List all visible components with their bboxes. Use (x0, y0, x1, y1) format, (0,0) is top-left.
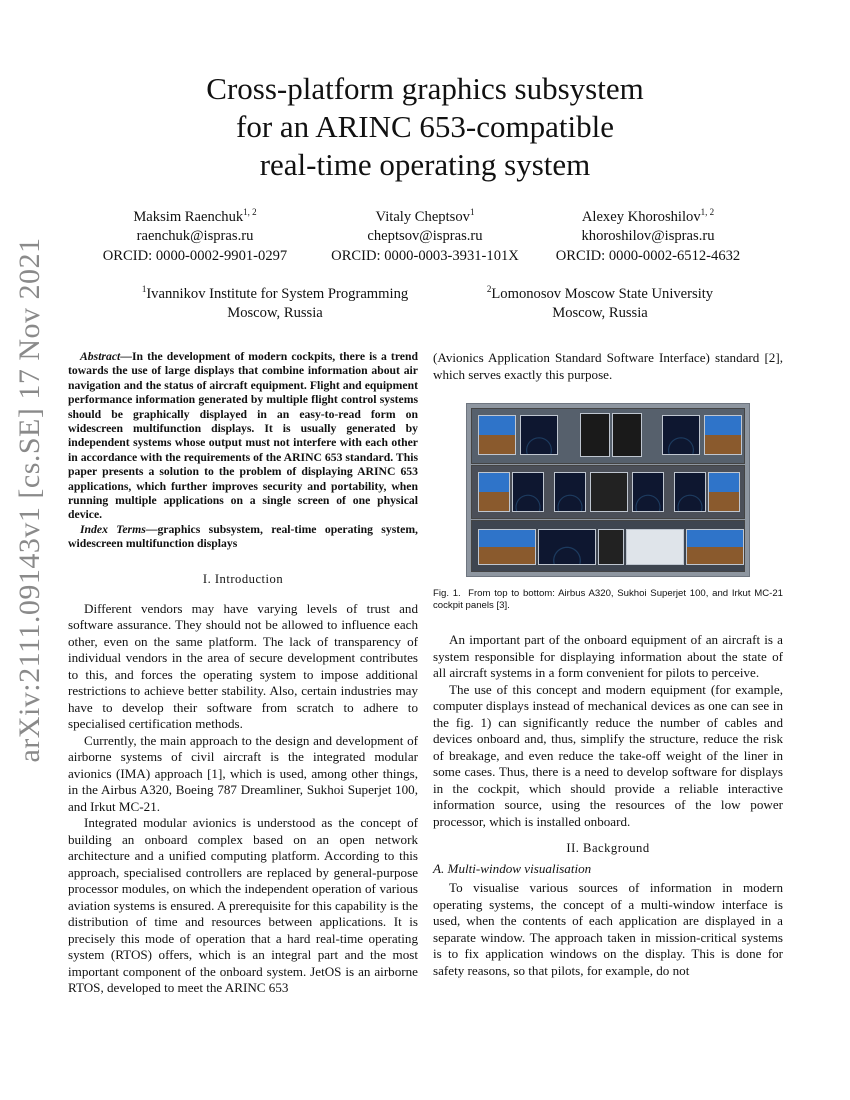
a320-panel (471, 408, 745, 464)
paragraph: The use of this concept and modern equipment (for example, computer displays instead of mechanical devices as one can see in the fig. 1) can significantly reduce the number of cables and devices onboard and, thus, simplify the structure, reduce the risk of breakage, and even reduce the take-off weight of the liner in some cases. Thus, there is a need to develop software for displays in the cockpit, which should provide a reliable interactive information source, using the resources of the low power processor, which is installed onboard. (433, 681, 783, 829)
arxiv-stamp-text: arXiv:2111.09143v1 [cs.SE] 17 Nov 2021 (13, 237, 46, 763)
pfd-display (478, 472, 510, 512)
mfd-display (554, 472, 586, 512)
title-line: for an ARINC 653-compatible (236, 109, 614, 144)
standby-instruments (590, 472, 628, 512)
paragraph: Currently, the main approach to the design and development of airborne systems of civil aircraft is the integrated modular avionics (IMA) approach [1], which is used, among other things, in the Airbus A320, Boeing 787 Dreamliner, Sukhoi Superjet 100, and Irkut MC-21. (68, 732, 418, 814)
author-block (528, 203, 768, 267)
author-name: Maksim Raenchuk (133, 208, 244, 225)
nd-display (662, 415, 700, 455)
standby-instruments (598, 529, 624, 565)
author-email[interactable]: cheptsov@ispras.ru (367, 228, 483, 245)
affiliation (450, 280, 750, 323)
affiliation-city: Moscow, Russia (552, 304, 648, 321)
author-email[interactable]: khoroshilov@ispras.ru (581, 228, 715, 245)
paragraph: Different vendors may have varying levels of trust and software assurance. They should not be allowed to influence each other, even on the same platform. The lack of transparency of individual vendors in the area of secure development contributes to this, and forces the operating system to impose additional restrictions to achieve better stability. Also, certain industries may have to develop their software from scratch to adhere to specialised certification methods. (68, 600, 418, 731)
abstract-label: Abstract (80, 350, 121, 363)
author-name: Vitaly Cheptsov (375, 208, 470, 225)
affiliation-city: Moscow, Russia (227, 304, 323, 321)
mc21-panel (471, 520, 745, 572)
nd-display (520, 415, 558, 455)
figure-caption (433, 588, 783, 613)
superjet-panel (471, 465, 745, 519)
arxiv-stamp (8, 237, 52, 763)
pfd-display (704, 415, 742, 455)
author-block (75, 203, 315, 267)
title-line: Cross-platform graphics subsystem (206, 71, 644, 106)
index-terms-text: —graphics subsystem, real-time operating system, widescreen multifunction displays (68, 522, 418, 551)
figure-label: Fig. 1. (433, 588, 461, 599)
author-orcid: ORCID: 0000-0002-9901-0297 (102, 248, 288, 265)
author-email[interactable]: raenchuk@ispras.ru (136, 228, 254, 245)
ecam-display (580, 413, 610, 457)
nd-display (674, 472, 706, 512)
author-sup: 1, 2 (700, 207, 715, 217)
left-column (68, 571, 418, 997)
ecam-display (612, 413, 642, 457)
affiliation-sup: 1 (141, 284, 147, 294)
author-block (305, 203, 545, 267)
affiliation-name: Lomonosov Moscow State University (491, 285, 714, 302)
title-line: real-time operating system (259, 147, 591, 182)
author-orcid: ORCID: 0000-0002-6512-4632 (555, 248, 741, 265)
subsection-heading: A. Multi-window visualisation (433, 860, 592, 876)
nd-display (538, 529, 596, 565)
author-name: Alexey Khoroshilov (581, 208, 701, 225)
paragraph: (Avionics Application Standard Software Interface) standard [2], which serves exactly this purpose. (433, 350, 783, 382)
pfd-display (708, 472, 740, 512)
mfd-display (632, 472, 664, 512)
section-heading: I. Introduction (202, 572, 284, 586)
pfd-display (478, 529, 536, 565)
author-orcid: ORCID: 0000-0003-3931-101X (331, 248, 519, 265)
right-column-top (433, 350, 783, 383)
pfd-display (686, 529, 744, 565)
paragraph: Integrated modular avionics is understood as the concept of building an onboard complex based on an open network architecture and a unified computing platform. According to this approach, specialised controllers are replaced by general-purpose processor modules, on which the independent operation of various aviation systems is ensured. A prerequisite for this capability is the distribution of time and resources between applications. It is precisely this mode of operation that a hard real-time operating system (RTOS) offers, which is an integral part and the most important component of the onboard system. JetOS is an airborne RTOS, developed to meet the ARINC 653 (68, 815, 418, 995)
map-display (626, 529, 684, 565)
paragraph: To visualise various sources of information in modern operating systems, the concept of a multi-window interface is used, when the contents of each application are displayed in a separate window. The approach taken in mission-critical systems is to fix application windows on the display. This is done for safety reasons, so that pilots, for example, do not (433, 880, 783, 978)
abstract-text: —In the development of modern cockpits, there is a trend towards the use of large displays that combine information about air navigation and the status of aircraft equipment. Flight and equipment performance information generated by multiple flight control systems should be graphically displayed in an easy-to-read form on widescreen multifunction displays. It is usually generated by independent systems whose output must not interfere with each other in accordance with the requirements of the ARINC 653 standard. This paper presents a solution to the problem of displaying ARINC 653 applications, which further improves security and portability, when running multiple applications on a single screen of one physical device. (68, 350, 418, 522)
index-terms-label: Index Terms (80, 522, 146, 536)
author-sup: 1 (469, 207, 475, 217)
affiliation-name: Ivannikov Institute for System Programming (146, 285, 409, 302)
affiliation-sup: 2 (486, 284, 492, 294)
abstract (68, 350, 418, 552)
cockpit-figure (466, 403, 750, 577)
section-heading: II. Background (566, 841, 650, 855)
figure-caption-text: From top to bottom: Airbus A320, Sukhoi Superjet 100, and Irkut MC-21 cockpit panels [3]. (433, 588, 783, 612)
pfd-display (478, 415, 516, 455)
right-column (433, 632, 783, 979)
affiliation (125, 280, 425, 323)
author-sup: 1, 2 (243, 207, 257, 217)
paper-title (0, 70, 850, 184)
nd-display (512, 472, 544, 512)
paragraph: An important part of the onboard equipment of an aircraft is a system responsible for displaying information about the state of all aircraft systems in a form convenient for pilots to perceive. (433, 632, 783, 680)
